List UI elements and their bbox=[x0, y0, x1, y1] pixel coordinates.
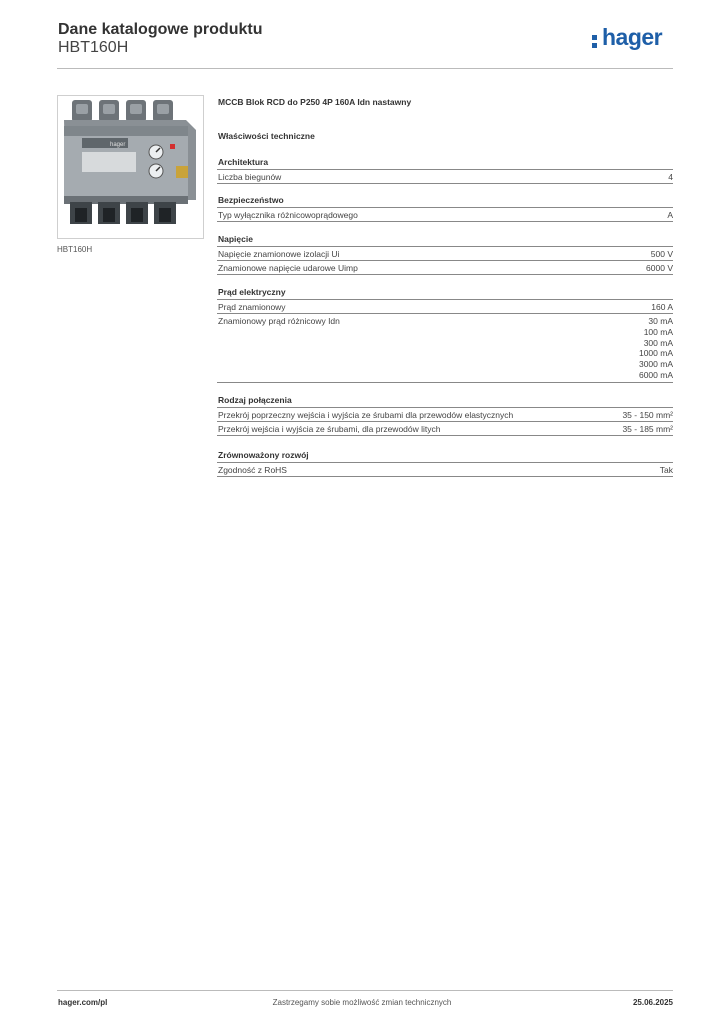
spec-label: Zgodność z RoHS bbox=[218, 465, 287, 475]
section-title: Napięcie bbox=[218, 234, 253, 244]
product-title: MCCB Blok RCD do P250 4P 160A Idn nastawny bbox=[218, 97, 412, 107]
spec-value: 4 bbox=[668, 172, 673, 182]
spec-value: 100 mA bbox=[643, 326, 673, 337]
spec-label: Typ wyłącznika różnicowoprądowego bbox=[218, 210, 358, 220]
page-title: Dane katalogowe produktu bbox=[58, 21, 263, 38]
spec-row bbox=[217, 422, 673, 436]
footer-disclaimer: Zastrzegamy sobie możliwość zmian technicznych bbox=[272, 998, 452, 1007]
spec-value: 35 - 150 mm² bbox=[622, 410, 673, 420]
spec-label: Liczba biegunów bbox=[218, 172, 282, 182]
spec-value: 160 A bbox=[651, 302, 673, 312]
section-title: Architektura bbox=[218, 157, 269, 167]
section-sustainability bbox=[217, 449, 673, 477]
spec-value: 3000 mA bbox=[638, 359, 673, 370]
spec-label: Prąd znamionowy bbox=[218, 302, 286, 312]
spec-value: 6000 V bbox=[646, 263, 673, 273]
spec-label: Znamionowe napięcie udarowe Uimp bbox=[218, 263, 358, 273]
image-caption: HBT160H bbox=[57, 245, 93, 254]
logo-dot-top bbox=[592, 35, 597, 40]
spec-row bbox=[217, 408, 673, 422]
footer-date: 25.06.2025 bbox=[632, 998, 673, 1007]
section-current bbox=[217, 286, 673, 383]
spec-value: Tak bbox=[659, 465, 673, 475]
spec-value: 6000 mA bbox=[638, 369, 673, 380]
header-divider bbox=[57, 68, 673, 69]
spec-row bbox=[217, 314, 673, 383]
spec-row bbox=[217, 208, 673, 222]
logo-dot-bottom bbox=[592, 43, 597, 48]
spec-label: Znamionowy prąd różnicowy Idn bbox=[218, 316, 340, 326]
spec-row bbox=[217, 463, 673, 477]
spec-row bbox=[217, 300, 673, 314]
footer-divider bbox=[57, 990, 673, 991]
section-voltage bbox=[217, 233, 673, 275]
spec-value: 300 mA bbox=[643, 337, 673, 348]
spec-value: 1000 mA bbox=[638, 348, 673, 359]
section-title: Zrównoważony rozwój bbox=[218, 450, 309, 460]
spec-value: 30 mA bbox=[648, 316, 673, 326]
spec-row bbox=[217, 261, 673, 275]
product-code: HBT160H bbox=[58, 39, 129, 56]
section-connection bbox=[217, 394, 673, 436]
spec-value-list bbox=[639, 316, 673, 381]
section-safety bbox=[217, 194, 673, 222]
product-image bbox=[57, 95, 204, 239]
spec-value: 500 V bbox=[650, 249, 673, 259]
section-title: Bezpieczeństwo bbox=[218, 195, 284, 205]
circuit-breaker-rcd-block-image bbox=[58, 96, 203, 238]
hager-logo bbox=[590, 24, 676, 57]
spec-row bbox=[217, 170, 673, 184]
spec-row bbox=[217, 247, 673, 261]
section-title: Prąd elektryczny bbox=[218, 287, 286, 297]
spec-label: Przekrój wejścia i wyjścia ze śrubami, dla przewodów litych bbox=[218, 424, 441, 434]
spec-value: 35 - 185 mm² bbox=[622, 424, 673, 434]
properties-heading: Właściwości techniczne bbox=[218, 131, 315, 141]
section-architecture bbox=[217, 156, 673, 184]
logo-text: hager bbox=[602, 24, 663, 50]
footer-website-link[interactable]: hager.com/pl bbox=[58, 998, 108, 1007]
spec-label: Przekrój poprzeczny wejścia i wyjścia ze śrubami dla przewodów elastycznych bbox=[218, 410, 514, 420]
spec-label: Napięcie znamionowe izolacji Ui bbox=[218, 249, 340, 259]
spec-value: A bbox=[667, 210, 673, 220]
section-title: Rodzaj połączenia bbox=[218, 395, 292, 405]
photo-label: hager bbox=[110, 142, 126, 148]
